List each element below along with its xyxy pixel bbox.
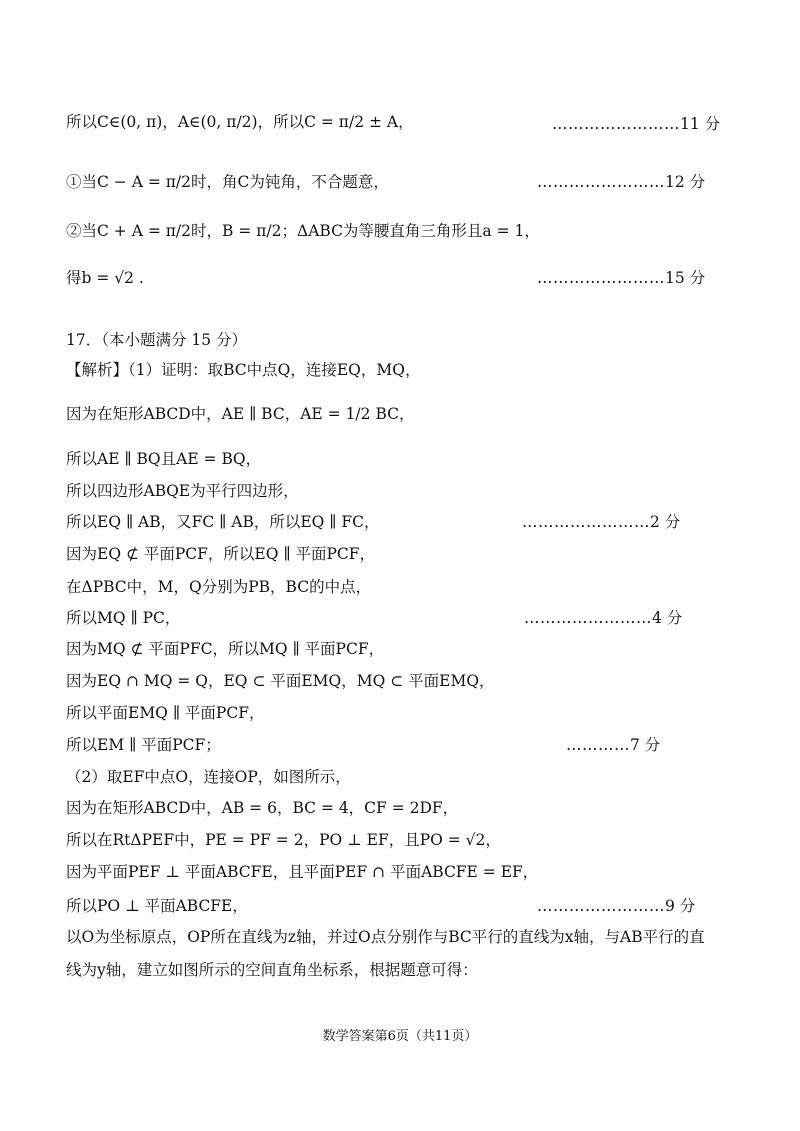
line-text: 因为在矩形ABCD中，AE ∥ BC，AE = 1/2 BC， [66,405,415,423]
line-text: 所以四边形ABQE为平行四边形， [66,482,299,500]
answer-line-11 [66,544,375,564]
answer-line-8 [66,449,261,469]
score-marker: ……………………15 分 [537,269,706,287]
line-text: （2）取EF中点O，连接OP，如图所示， [66,768,351,786]
line-text: ①当C − A = π/2时，角C为钝角，不合题意， [66,173,389,191]
answer-line-15 [66,671,495,691]
line-text: 所以C∈(0, π)，A∈(0, π/2)，所以C = π/2 ± A， [66,113,414,131]
line-text: 所以在RtΔPEF中，PE = PF = 2，PO ⊥ EF，且PO = √2， [66,831,501,849]
line-text: ②当C + A = π/2时，B = π/2；ΔABC为等腰直角三角形且a = 1， [66,222,540,240]
leader-dots: …………………… [524,609,652,627]
leader-dots: …………………… [537,897,665,915]
line-text: 线为y轴，建立如图所示的空间直角坐标系，根据题意可得： [66,961,478,979]
answer-line-10 [66,512,379,532]
score-marker: ……………………12 分 [537,173,706,191]
answer-line-14 [66,639,384,659]
line-text: 所以EM ∥ 平面PCF； [66,736,221,754]
leader-dots: …………………… [537,173,665,191]
answer-line-18 [66,767,351,787]
score-marker: ……………………2 分 [522,513,681,531]
answer-line-1 [66,112,414,132]
leader-dots: ………… [566,736,630,754]
line-text: 得b = √2 . [66,269,144,287]
answer-line-3 [66,221,540,241]
answer-line-23 [66,927,705,947]
line-text: 所以PO ⊥ 平面ABCFE， [66,897,248,915]
line-text: 因为EQ ⊄ 平面PCF，所以EQ ∥ 平面PCF， [66,545,375,563]
leader-dots: …………………… [522,513,650,531]
answer-line-13 [66,608,180,628]
line-text: 【解析】（1）证明：取BC中点Q，连接EQ，MQ， [66,361,421,379]
answer-line-22 [66,896,248,916]
line-text: 所以平面EMQ ∥ 平面PCF， [66,704,265,722]
line-text: 在ΔPBC中，M，Q分别为PB，BC的中点， [66,578,372,596]
score-marker: ……………………9 分 [537,897,696,915]
answer-line-24 [66,960,478,980]
line-text: 因为MQ ⊄ 平面PFC，所以MQ ∥ 平面PCF， [66,640,385,658]
line-text: 所以MQ ∥ PC， [66,609,181,627]
line-text: 所以AE ∥ BQ且AE = BQ， [66,450,262,468]
answer-line-9 [66,481,299,501]
page-footer: 数学答案第6页（共11页） [322,1029,478,1044]
question-17-title: 17．（本小题满分 15 分） [66,331,248,349]
leader-dots: …………………… [552,115,680,133]
line-text: 因为平面PEF ⊥ 平面ABCFE，且平面PEF ∩ 平面ABCFE = EF， [66,863,539,881]
score-marker: ……………………4 分 [524,609,683,627]
line-text: 因为在矩形ABCD中，AB = 6，BC = 4，CF = 2DF， [66,799,459,817]
answer-line-2 [66,172,389,192]
score-marker: …………7 分 [566,736,661,754]
line-text: 所以EQ ∥ AB，又FC ∥ AB，所以EQ ∥ FC， [66,513,380,531]
score-marker: ……………………11 分 [552,115,721,133]
leader-dots: …………………… [537,269,665,287]
line-text: 因为EQ ∩ MQ = Q，EQ ⊂ 平面EMQ，MQ ⊂ 平面EMQ， [66,672,495,690]
answer-line-20 [66,830,501,850]
answer-line-21 [66,862,538,882]
answer-line-19 [66,798,458,818]
answer-line-7 [66,404,414,424]
answer-line-16 [66,703,264,723]
answer-line-4 [66,268,144,288]
line-text: 以O为坐标原点，OP所在直线为z轴，并过O点分别作与BC平行的直线为x轴，与AB平行的直 [66,928,705,946]
answer-line-12 [66,577,371,597]
answer-line-17 [66,735,221,755]
answer-line-6 [66,360,420,380]
